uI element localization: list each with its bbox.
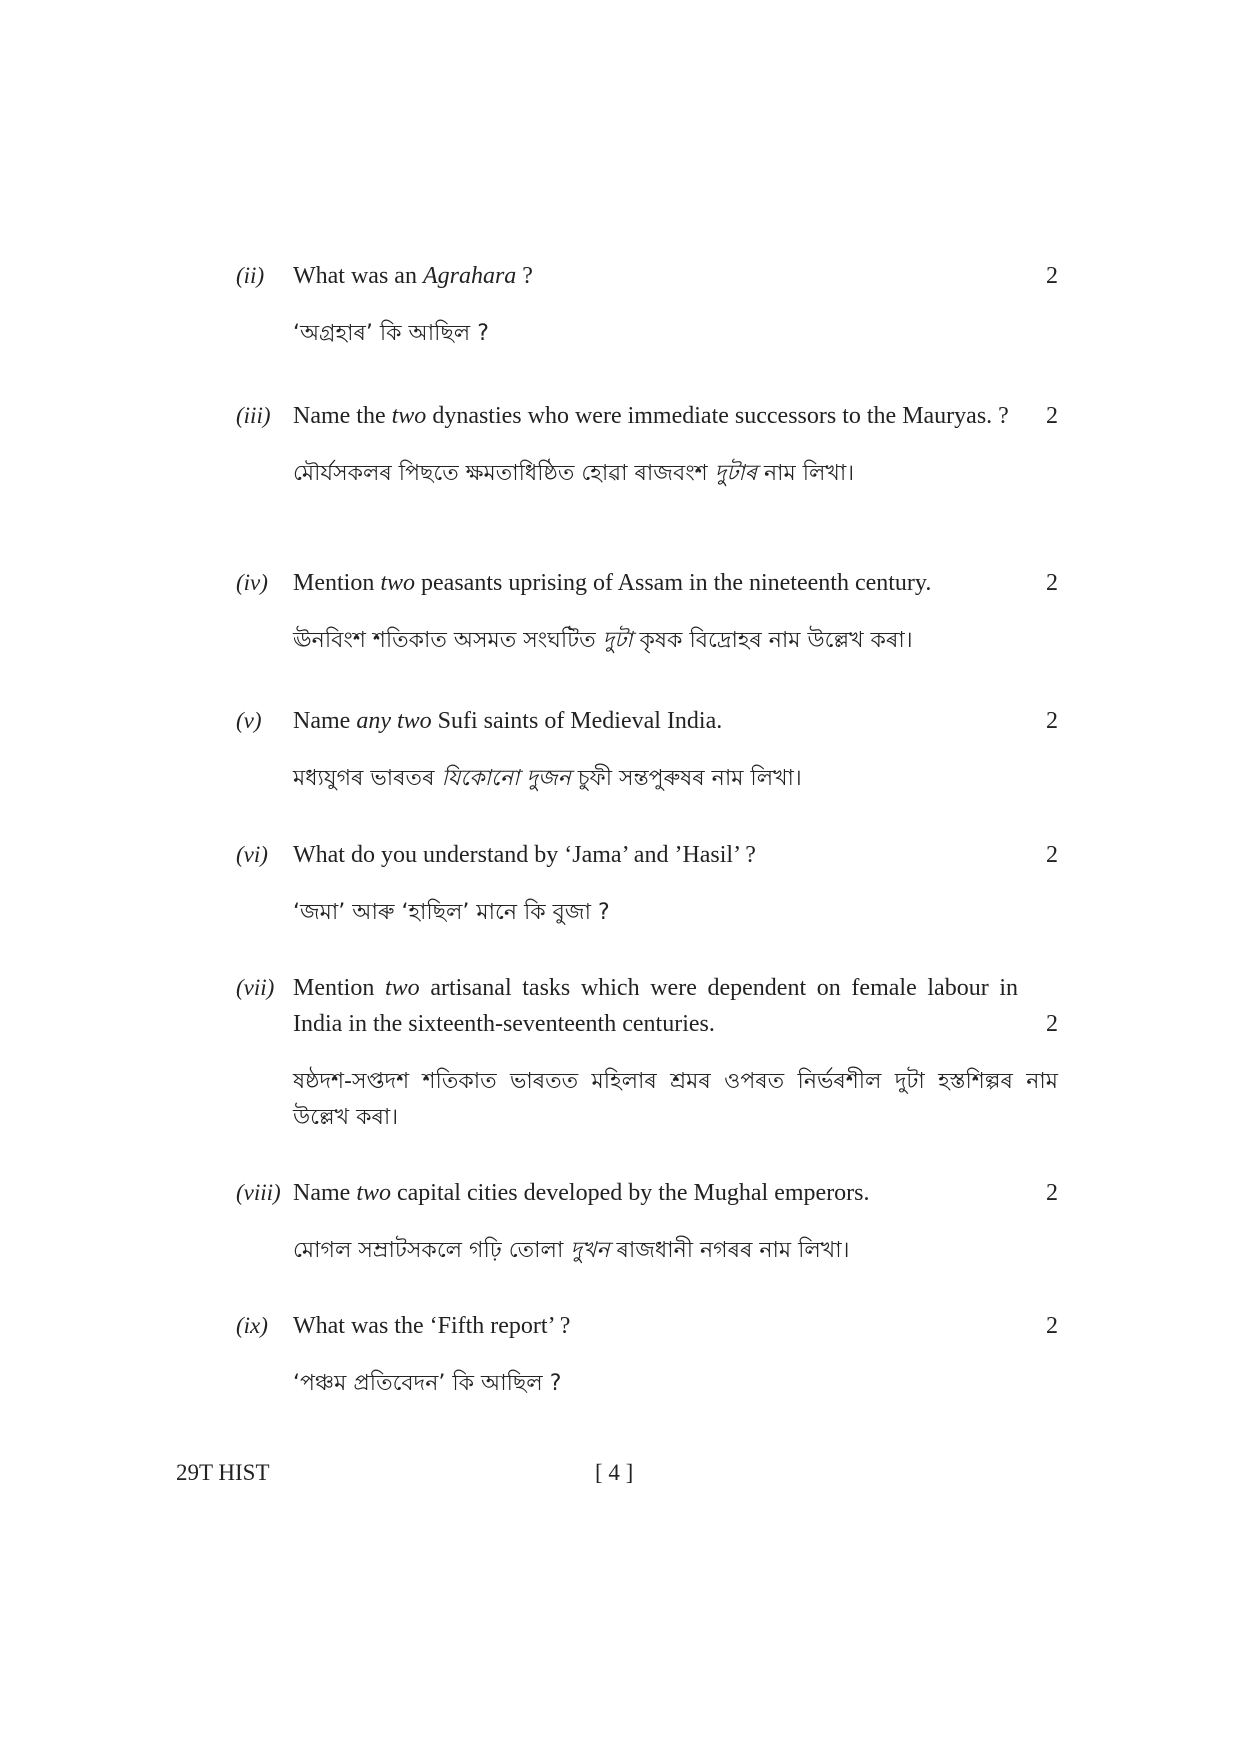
emphasis-text: দুটাৰ [714,461,757,486]
question-text-english [293,970,1058,1042]
text-run: Mention [293,570,381,596]
question-text-english [293,703,1058,739]
question-text-english [293,1175,1058,1211]
marks: 2 [1046,1180,1058,1206]
question-vi [236,837,1058,931]
text-run: dynasties who were immediate successors to the Mauryas. ? [426,403,1009,429]
text-run: Sufi saints of Medieval India. [431,708,723,734]
question-ix [236,1308,1058,1402]
emphasis-text: two [391,403,427,429]
question-text-english [293,1308,1058,1344]
emphasis-text: two [384,975,420,1001]
emphasis-text: দুখন [570,1238,610,1263]
question-number: (ii) [236,263,265,288]
text-run: What was an [293,263,423,289]
text-run: চুফী সন্তপুৰুষৰ নাম লিখা। [570,766,802,791]
marks: 2 [1046,1313,1058,1339]
question-text-assamese [293,1366,1058,1402]
question-number: (v) [236,708,262,733]
question-number: (ix) [236,1313,268,1338]
question-ii [236,258,1058,352]
text-run: What do you understand by ‘Jama’ and ’Hasil’ ? [293,842,756,868]
question-text-assamese [293,456,1058,492]
emphasis-text: two [356,1180,391,1206]
text-run: capital cities developed by the Mughal emperors. [391,1180,870,1206]
emphasis-text: Agrahara [422,263,517,289]
text-run: peasants uprising of Assam in the nineteenth century. [415,570,932,596]
text-run: নাম লিখা। [756,461,855,486]
marks: 2 [1046,263,1058,289]
question-text-assamese [293,761,1058,797]
question-text-assamese [293,623,1058,659]
text-run: ‘অগ্ৰহাৰ’ কি আছিল ? [293,321,489,346]
question-text-assamese [293,316,1058,352]
text-run: Mention [293,975,385,1001]
text-run: Name the [293,403,392,429]
question-iii [236,398,1058,492]
emphasis-text: দুটা [602,628,633,653]
question-number: (vi) [236,842,268,867]
text-run: মোগল সম্ৰাটসকলে গঢ়ি তোলা [293,1238,571,1263]
text-run: What was the ‘Fifth report’ ? [293,1313,571,1339]
text-run: ঊনবিংশ শতিকাত অসমত সংঘটিত [293,628,603,653]
emphasis-text: যিকোনো দুজন [441,766,571,791]
marks: 2 [1046,708,1058,734]
question-text-assamese [293,1233,1058,1269]
question-vii [236,970,1058,1136]
paper-code: 29T HIST [176,1460,270,1485]
question-number: (vii) [236,975,275,1000]
page-number: [ 4 ] [595,1460,634,1485]
text-run: কৃষক বিদ্ৰোহৰ নাম উল্লেখ কৰা। [632,628,913,653]
marks: 2 [1046,570,1058,596]
question-iv [236,565,1058,659]
question-v [236,703,1058,797]
text-run: Name [293,1180,357,1206]
question-text-assamese [293,1064,1058,1136]
question-text-english [293,398,1058,434]
text-run: ? [516,263,533,289]
question-text-english [293,837,1058,873]
text-run: ‘জমা’ আৰু ‘হাছিল’ মানে কি বুজা ? [293,900,610,925]
question-number: (iii) [236,403,271,428]
text-run: ষষ্ঠদশ-সপ্তদশ শতিকাত ভাৰতত মহিলাৰ শ্ৰমৰ ওপৰত নিৰ্ভৰশীল দুটা হস্তশিল্পৰ নাম উল্লেখ কৰা। [293,1069,1058,1130]
emphasis-text: any two [356,708,432,734]
marks: 2 [1046,842,1058,868]
text-run: মধ্যযুগৰ ভাৰতৰ [293,766,442,791]
marks: 2 [1046,403,1058,429]
text-run: Name [293,708,357,734]
question-text-assamese [293,895,1058,931]
text-run: artisanal tasks which were dependent on female labour in India in the sixteenth-seventeenth centuries. [293,975,1019,1037]
text-run: ‘পঞ্চম প্ৰতিবেদন’ কি আছিল ? [293,1371,562,1396]
question-number: (viii) [236,1180,281,1205]
emphasis-text: two [380,570,416,596]
question-text-english [293,258,1058,294]
text-run: মৌৰ্যসকলৰ পিছতে ক্ষমতাধিষ্ঠিত হোৱা ৰাজবংশ [293,461,715,486]
question-number: (iv) [236,570,268,595]
marks: 2 [1046,1011,1058,1037]
question-viii [236,1175,1058,1269]
question-text-english [293,565,1058,601]
text-run: ৰাজধানী নগৰৰ নাম লিখা। [609,1238,850,1263]
